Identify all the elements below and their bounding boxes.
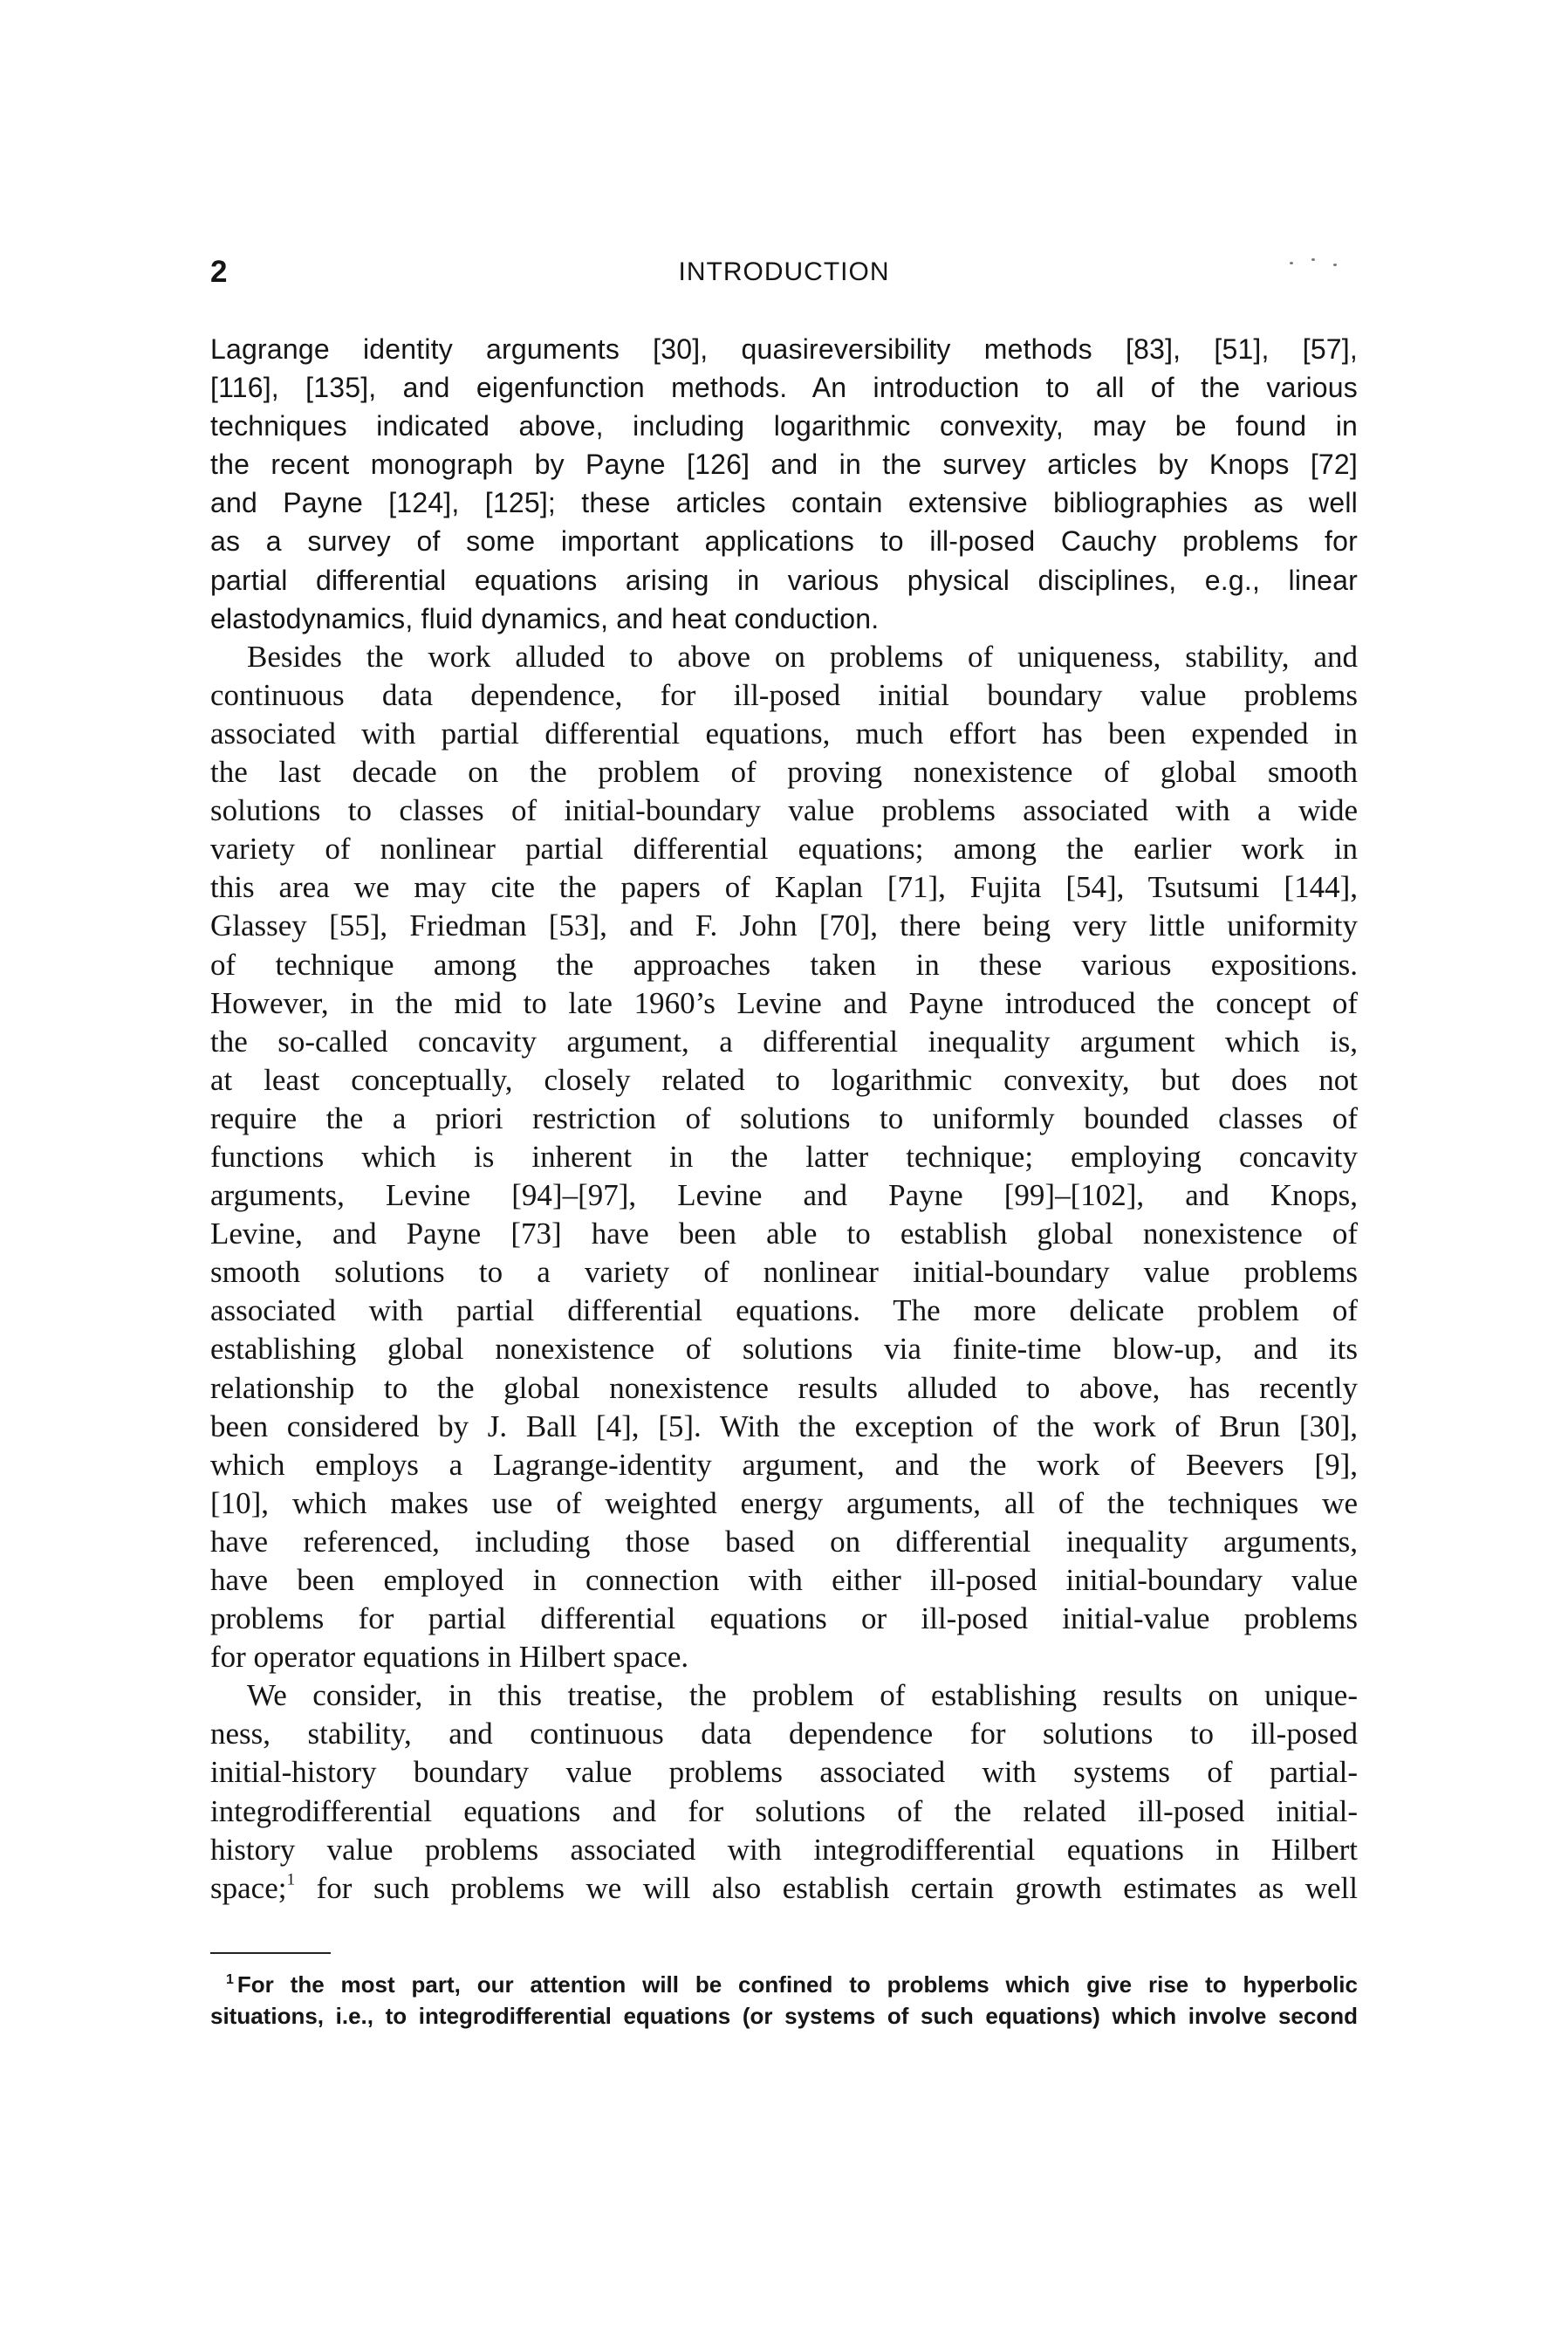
body-line — [210, 1292, 1358, 1330]
body-line — [210, 1138, 1358, 1176]
body-line — [210, 1792, 1358, 1831]
body-line-text: variety of nonlinear partial differential equations; among the earlier work in — [210, 832, 1358, 867]
body-line-text: and Payne [124], [125]; these articles contain extensive bibliographies as well — [210, 487, 1358, 519]
body-line — [210, 946, 1358, 984]
body-line — [210, 368, 1358, 407]
footnote-reference: 1 — [286, 1870, 296, 1889]
body-line-text: Levine, and Payne [73] have been able to establish global nonexistence of — [210, 1217, 1358, 1251]
body-line-text: problems for partial differential equations or ill-posed initial-value problems — [210, 1601, 1358, 1636]
body-text — [210, 330, 1358, 1908]
body-line-text: functions which is inherent in the latter technique; employing concavity — [210, 1139, 1358, 1174]
scan-speck — [1333, 264, 1337, 266]
running-head — [210, 251, 1358, 293]
body-line-text: relationship to the global nonexistence results alluded to above, has recently — [210, 1370, 1358, 1405]
body-line-text: of technique among the approaches taken in these various expositions. — [210, 947, 1358, 982]
body-line — [210, 1600, 1358, 1638]
body-line — [210, 792, 1358, 830]
body-line — [210, 1330, 1358, 1368]
footnote-line — [210, 1969, 1358, 2000]
body-line-text: history value problems associated with integrodifferential equations in Hilbert — [210, 1832, 1358, 1867]
body-line-text: Glassey [55], Friedman [53], and F. John [70], there being very little uniformity — [210, 908, 1358, 943]
body-line-text: have been employed in connection with either ill-posed initial-boundary value — [210, 1563, 1358, 1597]
body-line-text: initial-history boundary value problems associated with systems of partial- — [210, 1755, 1358, 1790]
body-line-text: for operator equations in Hilbert space. — [210, 1640, 689, 1675]
body-line-text: continuous data dependence, for ill-posed initial boundary value problems — [210, 677, 1358, 712]
body-line — [210, 1484, 1358, 1523]
footnote-line-text: For the most part, our attention will be confined to problems which give rise to hyperbolic — [236, 1971, 1358, 1998]
body-line — [210, 868, 1358, 907]
scan-speck — [1311, 258, 1315, 261]
body-line-text: [10], which makes use of weighted energy arguments, all of the techniques we — [210, 1485, 1358, 1520]
body-line — [210, 600, 1358, 638]
body-line-text: which employs a Lagrange-identity argument, and the work of Beevers [9], — [210, 1447, 1358, 1482]
footnote — [210, 1969, 1358, 2032]
footnote-rule — [210, 1952, 331, 1954]
body-line — [210, 907, 1358, 945]
body-line-text: establishing global nonexistence of solutions via finite-time blow-up, and its — [210, 1332, 1358, 1367]
body-line — [210, 1061, 1358, 1100]
body-line-text: [116], [135], and eigenfunction methods. An introduction to all of the various — [210, 372, 1358, 404]
body-line — [210, 1561, 1358, 1600]
body-line-text: techniques indicated above, including logarithmic convexity, may be found in — [210, 410, 1358, 442]
body-line-text: We consider, in this treatise, the problem of establishing results on unique- — [247, 1678, 1358, 1713]
body-line — [210, 830, 1358, 868]
body-line-text: the so-called concavity argument, a differential inequality argument which is, — [210, 1024, 1358, 1059]
body-line-text: this area we may cite the papers of Kaplan [71], Fujita [54], Tsutsumi [144], — [210, 870, 1358, 905]
body-line — [210, 1523, 1358, 1561]
page-number: 2 — [210, 255, 228, 289]
body-line — [210, 1753, 1358, 1792]
body-line — [210, 445, 1358, 483]
running-title: INTRODUCTION — [678, 257, 890, 286]
body-line — [210, 1638, 1358, 1676]
footnote-line — [210, 2000, 1358, 2032]
body-line-text-continued: for such problems we will also establish certain growth estimates as well — [295, 1870, 1358, 1905]
body-line-text: associated with partial differential equations, much effort has been expended in — [210, 716, 1358, 751]
body-line-text: space; — [210, 1870, 287, 1905]
body-line — [210, 1176, 1358, 1215]
body-line — [210, 522, 1358, 560]
body-line — [210, 1369, 1358, 1408]
body-line — [210, 1023, 1358, 1061]
body-line-text: the last decade on the problem of proving nonexistence of global smooth — [210, 755, 1358, 790]
body-line-text: at least conceptually, closely related to logarithmic convexity, but does not — [210, 1062, 1358, 1097]
body-line-text: partial differential equations arising in various physical disciplines, e.g., linear — [210, 564, 1358, 596]
footnote-mark: 1 — [226, 1972, 234, 1987]
body-line-text: been considered by J. Ball [4], [5]. With the exception of the work of Brun [30], — [210, 1409, 1358, 1443]
body-line — [210, 330, 1358, 368]
body-line — [210, 1715, 1358, 1753]
body-line-text: However, in the mid to late 1960’s Levine and Payne introduced the concept of — [210, 985, 1358, 1020]
body-line — [210, 715, 1358, 753]
body-line-text: associated with partial differential equations. The more delicate problem of — [210, 1293, 1358, 1328]
body-line — [210, 561, 1358, 600]
body-line — [210, 1215, 1358, 1253]
body-line-text: Lagrange identity arguments [30], quasireversibility methods [83], [51], [57], — [210, 333, 1358, 365]
body-line-text: require the a priori restriction of solutions to uniformly bounded classes of — [210, 1100, 1358, 1135]
body-line — [210, 1253, 1358, 1292]
body-line — [210, 407, 1358, 445]
body-line — [210, 984, 1358, 1023]
body-line-text: as a survey of some important applications to ill-posed Cauchy problems for — [210, 525, 1358, 558]
body-line — [210, 638, 1358, 676]
scan-speck — [1290, 262, 1293, 264]
body-line — [210, 1100, 1358, 1138]
body-line-text: integrodifferential equations and for solutions of the related ill-posed initial- — [210, 1793, 1358, 1828]
body-line-text: have referenced, including those based on differential inequality arguments, — [210, 1524, 1358, 1559]
footnote-line-text: situations, i.e., to integrodifferential equations (or systems of such equations) which involve second — [210, 2003, 1358, 2029]
body-line-text: smooth solutions to a variety of nonlinear initial-boundary value problems — [210, 1255, 1358, 1290]
body-line-text: the recent monograph by Payne [126] and in the survey articles by Knops [72] — [210, 449, 1358, 481]
body-line — [210, 1831, 1358, 1869]
body-line — [210, 1869, 1358, 1908]
body-line — [210, 753, 1358, 792]
body-line-text: solutions to classes of initial-boundary value problems associated with a wide — [210, 793, 1358, 828]
body-line — [210, 1408, 1358, 1446]
body-line-text: elastodynamics, fluid dynamics, and heat conduction. — [210, 602, 880, 634]
body-line-text: Besides the work alluded to above on problems of uniqueness, stability, and — [247, 639, 1358, 674]
body-line-text: arguments, Levine [94]–[97], Levine and Payne [99]–[102], and Knops, — [210, 1178, 1358, 1213]
body-line — [210, 483, 1358, 522]
body-line — [210, 1676, 1358, 1715]
body-line — [210, 676, 1358, 715]
body-line-text: ness, stability, and continuous data dependence for solutions to ill-posed — [210, 1717, 1358, 1751]
body-line — [210, 1446, 1358, 1484]
